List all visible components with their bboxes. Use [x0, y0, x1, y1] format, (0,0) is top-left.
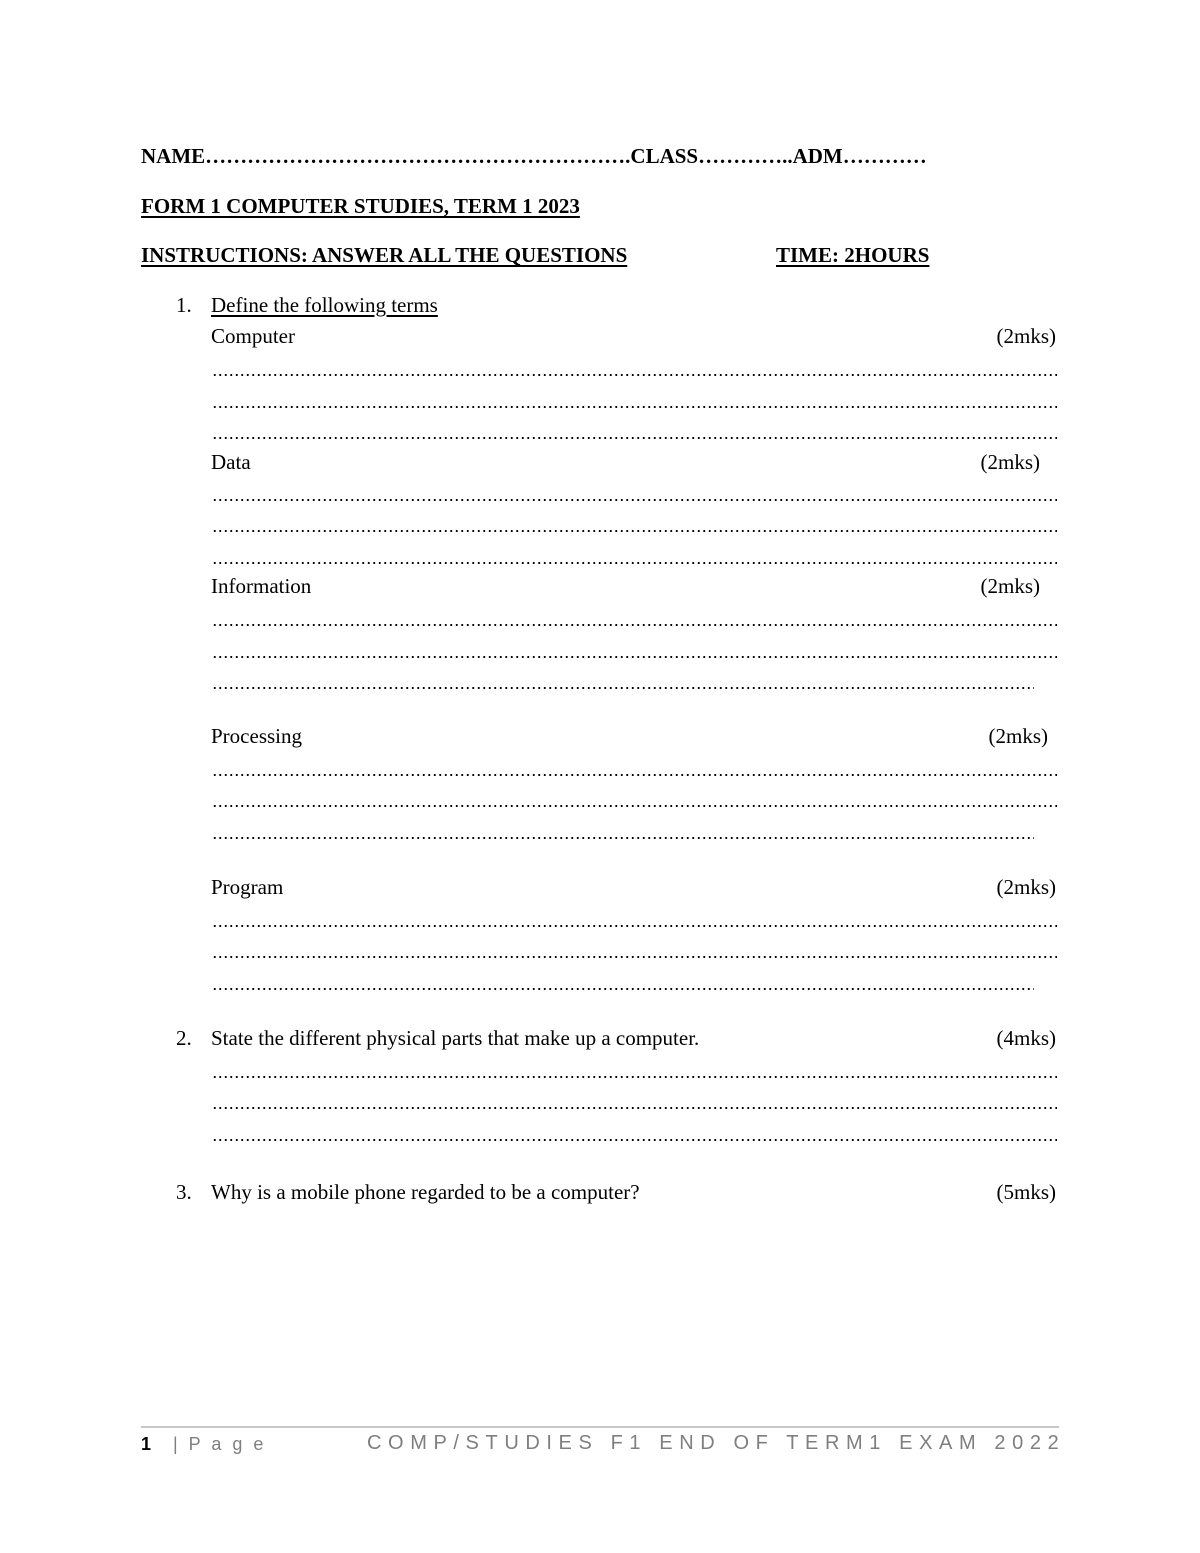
answer-line[interactable]	[212, 685, 1034, 691]
answer-line[interactable]	[212, 1137, 1057, 1143]
term-processing-label: Processing	[211, 724, 302, 748]
answer-line[interactable]	[212, 622, 1057, 628]
term-program-label: Program	[211, 875, 284, 899]
footer-page-number: 1	[141, 1434, 152, 1454]
question-3-number: 3.	[176, 1180, 192, 1204]
instructions: INSTRUCTIONS: ANSWER ALL THE QUESTIONS	[141, 243, 628, 267]
answer-line[interactable]	[212, 923, 1057, 929]
question-3-marks: (5mks)	[996, 1180, 1056, 1204]
answer-line[interactable]	[212, 372, 1057, 378]
footer-exam-name: COMP/STUDIES F1 END OF TERM1 EXAM 2022	[367, 1432, 1066, 1454]
answer-line[interactable]	[212, 435, 1057, 441]
term-information-marks: (2mks)	[980, 574, 1040, 598]
term-data-label: Data	[211, 450, 251, 474]
question-1-number: 1.	[176, 293, 192, 317]
term-information-label: Information	[211, 574, 312, 598]
question-3-text: Why is a mobile phone regarded to be a computer?	[211, 1180, 640, 1204]
answer-line[interactable]	[212, 497, 1057, 503]
term-computer-marks: (2mks)	[996, 324, 1056, 348]
question-2-number: 2.	[176, 1026, 192, 1050]
answer-line[interactable]	[212, 772, 1057, 778]
answer-line[interactable]	[212, 404, 1057, 410]
answer-line[interactable]	[212, 1105, 1057, 1111]
term-processing-marks: (2mks)	[988, 724, 1048, 748]
answer-line[interactable]	[212, 986, 1034, 992]
answer-line[interactable]	[212, 835, 1034, 841]
answer-line[interactable]	[212, 560, 1057, 566]
question-1-text: Define the following terms	[211, 293, 438, 317]
question-2-text: State the different physical parts that make up a computer.	[211, 1026, 700, 1050]
term-data-marks: (2mks)	[980, 450, 1040, 474]
answer-line[interactable]	[212, 1074, 1057, 1080]
answer-line[interactable]	[212, 654, 1057, 660]
answer-line[interactable]	[212, 528, 1057, 534]
student-details-line: NAME…………………………………………………….CLASS…………..ADM…………	[141, 144, 927, 168]
question-2-marks: (4mks)	[996, 1026, 1056, 1050]
footer-page-label: | P a g e	[173, 1434, 267, 1454]
answer-line[interactable]	[212, 803, 1057, 809]
term-computer-label: Computer	[211, 324, 295, 348]
answer-line[interactable]	[212, 954, 1057, 960]
term-program-marks: (2mks)	[996, 875, 1056, 899]
time-allowed: TIME: 2HOURS	[776, 243, 930, 267]
footer-divider	[141, 1426, 1059, 1428]
exam-title: FORM 1 COMPUTER STUDIES, TERM 1 2023	[141, 194, 580, 218]
